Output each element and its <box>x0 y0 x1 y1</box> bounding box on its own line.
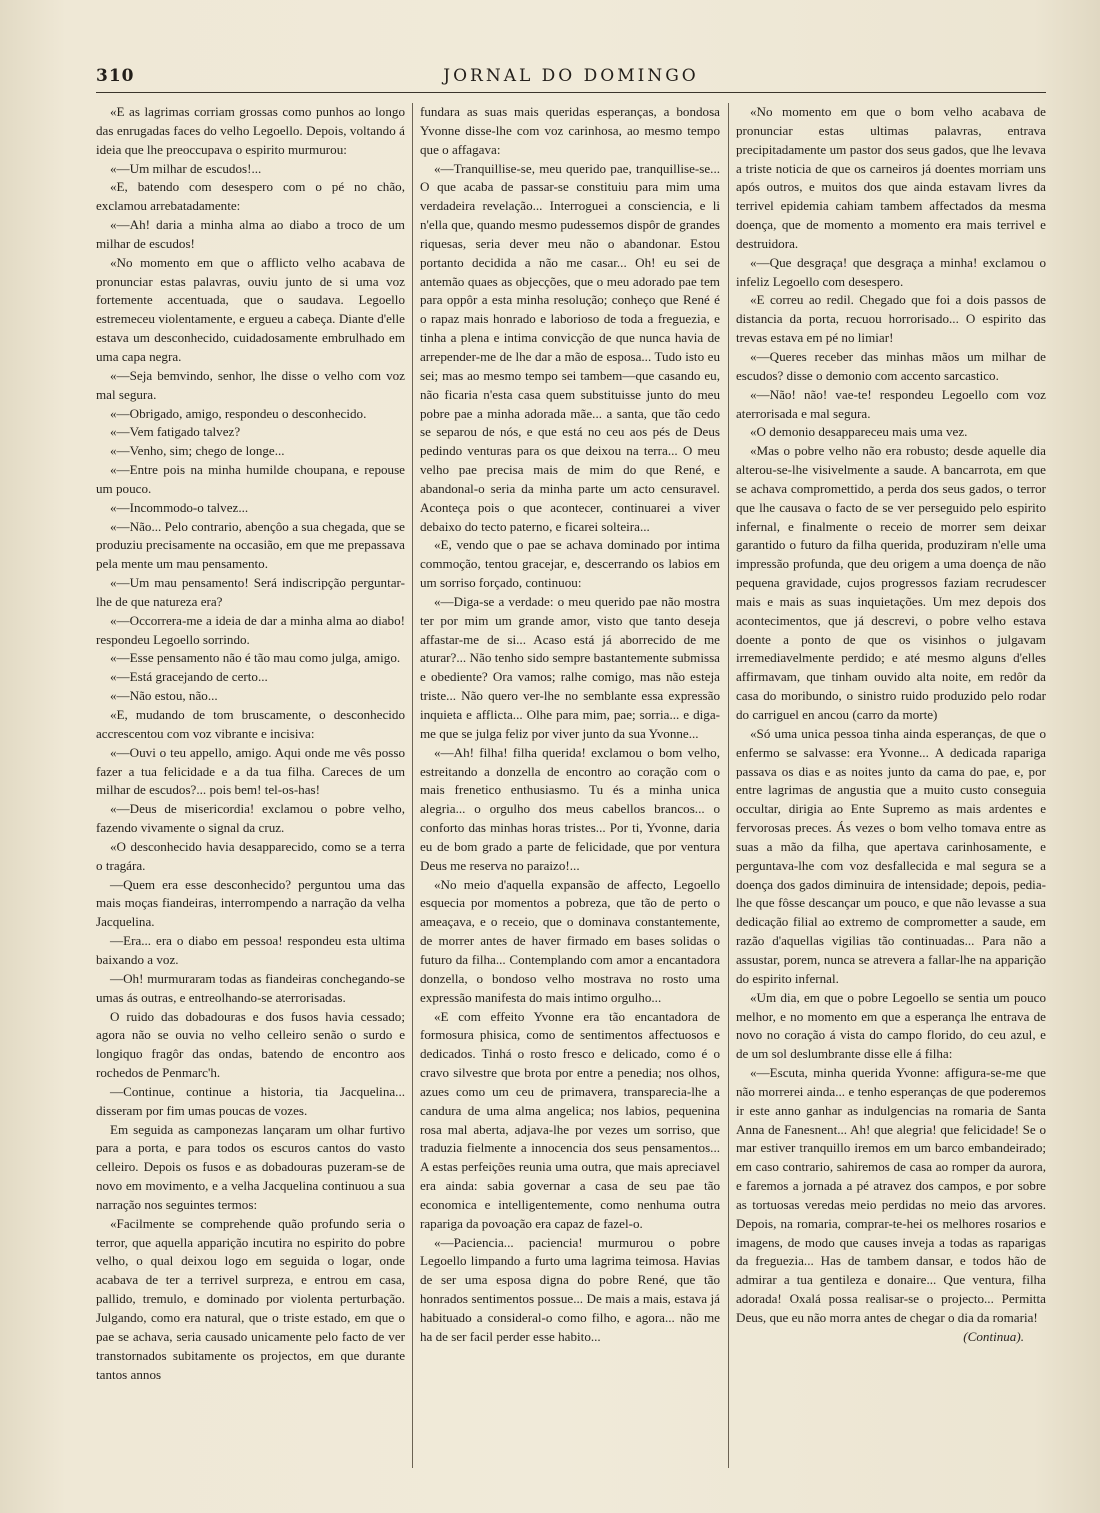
paragraph: «E com effeito Yvonne era tão encantadora de formosura phisica, como de sentimentos affectuosos e dedicados. Tinhá o rosto fresco e delicado, como é o cravo silvestre que brota por entre a penedia; nos olhos, azues como um ceu de primavera, transparecia-lhe a candura de uma alma angelica; nos labios, pequenina rosa mal aberta, adjava-lhe por vezes um sorriso, que traduzia fielmente a innocencia dos seus pensamentos... A estas perfeições reunia uma outra, que mais apreciavel era ainda: sabia governar a casa de seu pae tão economica e intelligentemente, como nenhuma outra rapariga da povoação era capaz de fazel-o. <box>420 1008 720 1231</box>
paragraph: «—Queres receber das minhas mãos um milhar de escudos? disse o demonio com accento sarcastico. <box>736 348 1046 383</box>
paragraph: «O demonio desappareceu mais uma vez. <box>750 424 968 440</box>
column-3 <box>736 103 1046 1483</box>
paragraph: «No meio d'aquella expansão de affecto, Legoello esquecia por momentos a pobreza, que tão de perto o ameaçava, e o receio, que o dominava constantemente, de morrer antes de haver firmado em bases solidas o futuro da filha... Contemplando com amor a encantadora donzella, o bondoso velho mostrava no rosto uma expressão manifesta do mais intimo orgulho... <box>420 876 720 1005</box>
paragraph: «No momento em que o afflicto velho acabava de pronunciar estas palavras, ouviu junto de si uma voz fortemente accentuada, que o saudava. Legoello estremeceu violentamente, e ergueu a cabeça. Diante d'elle estava um desconhecido, cuidadosamente embrulhado em uma capa negra. <box>96 254 405 364</box>
column-2 <box>420 103 720 1483</box>
column-1 <box>96 103 405 1483</box>
paragraph: O ruido das dobadouras e dos fusos havia cessado; agora não se ouvia no velho celleiro senão o surdo e longiquo fragôr das ondas, batendo de encontro aos rochedos de Penmarc'h. <box>96 1008 405 1081</box>
continued-notice: (Continua). <box>963 1328 1024 1344</box>
paragraph: «No momento em que o bom velho acabava de pronunciar estas ultimas palavras, entrava precipitadamente um pastor dos seus gados, que lhe levava a triste noticia de que os carneiros já doentes morriam uns após outros, e muitos dos que ainda estavam livres da terrivel epidemia cahiam tambem affectados da mesma doença, que de momento a momento era mais terrivel e destruidora. <box>736 104 1046 251</box>
paragraph: «—Um milhar de escudos!... <box>110 160 262 176</box>
paragraph: «E as lagrimas corriam grossas como punhos ao longo das enrugadas faces do velho Legoello. Depois, voltando á ideia que lhe preoccupava o espirito murmurou: <box>96 104 405 157</box>
column-rule <box>728 103 729 1468</box>
paragraph: «—Entre pois na minha humilde choupana, e repouse um pouco. <box>96 462 405 496</box>
paragraph: Em seguida as camponezas lançaram um olhar furtivo para a porta, e para todos os escuros cantos do vasto celleiro. Depois os fusos e as dobadouras puzeram-se de novo em movimento, e a velha Jacquelina continuou a sua narração nos seguintes termos: <box>96 1121 405 1212</box>
paragraph: «—Ouvi o teu appello, amigo. Aqui onde me vês posso fazer a tua felicidade e a da tua filha. Careces de um milhar de escudos?... pois bem! tel-os-has! <box>96 744 405 798</box>
paragraph: —Quem era esse desconhecido? perguntou uma das mais moças fiandeiras, interrompendo a narração da velha Jacquelina. <box>96 876 405 930</box>
paragraph: «—Diga-se a verdade: o meu querido pae não mostra ter por mim um grande amor, visto que tanto deseja affastar-me de si... Acaso está já aborrecido de me aturar?... Não tenho sido sempre bastantemente submissa e obediente? Ora vamos; ralhe comigo, mas não esteja triste... Não quero ver-lhe no semblante essa expressão inquieta e afflicta... Olhe para mim, pae; sorria... e diga-me que se julga feliz por viver junto da sua Yvonne... <box>420 593 720 741</box>
paragraph: «—Venho, sim; chego de longe... <box>110 443 285 459</box>
paragraph: «—Incommodo-o talvez... <box>110 499 249 515</box>
paragraph: «—Tranquillise-se, meu querido pae, tranquillise-se... O que acaba de passar-se constituiu para mim uma verdadeira revelação... Interroguei a consciencia, e li n'ella que, quando mesmo pudessemos dispôr de grandes riquesas, seria dever meu não o abandonar. Estou portanto decidida a não me casar... Oh! eu sei de antemão quaes as objecções, que o meu adorado pae tem para oppôr a esta minha resolução; conheço que René é o rapaz mais honrado e laborioso de toda a freguezia, e tinha a plena e intima convicção de que nunca havia de arrepender-me de lhe dar a mão de esposa... Tudo isto eu sei; mas ao mesmo tempo sei tambem—que casando eu, não ficaria n'esta casa quem substituisse junto do meu pobre pae a minha adorada mãe... a santa, que tão cedo se separou de nós, e que está no ceu aos pés de Deus pedindo venturas para os que deixou na terra... O meu velho pae precisa mais de mim do que René, e abandonal-o seria da minha parte um acto censuravel. Aconteça pois o que acontecer, continuarei a viver debaixo do tecto paterno, e ficarei solteira... <box>420 160 720 534</box>
paragraph: «—Não... Pelo contrario, abençôo a sua chegada, que se produziu precisamente na occasião, em que me prepassava pela mente um mau pensamento. <box>96 518 405 572</box>
paragraph: «E correu ao redil. Chegado que foi a dois passos de distancia da porta, recuou horrorisado... O espirito das trevas estava em pé no limiar! <box>736 292 1046 346</box>
journal-title: JORNAL DO DOMINGO <box>443 66 699 86</box>
paragraph: «—Ah! filha! filha querida! exclamou o bom velho, estreitando a donzella de encontro ao coração com o mais frenetico enthusiasmo. Tu és a minha unica alegria... o orgulho dos meus cabellos brancos... o conforto das minhas horas tristes... Por ti, Yvonne, daria eu de bom grado a parte de felicidade, que por ventura Deus me reserva no paraizo!... <box>420 744 720 873</box>
paragraph: «O desconhecido havia desapparecido, como se a terra o tragára. <box>96 838 405 873</box>
paragraph: «—Escuta, minha querida Yvonne: affigura-se-me que não morrerei ainda... e tenho esperanças de que poderemos ir este anno ganhar as indulgencias na romaria de Santa Anna de Fanesnent... Ah! que alegria! que felicidade! Se o mar estiver tranquillo iremos em um barco embandeirado; em caso contrario, sahiremos de casa ao romper da aurora, e faremos a jornada a pé atravez dos campos, e por sobre as tortuosas veredas meio perdidas no meio das arvores. Depois, na romaria, comprar-te-hei os melhores rosarios e imagens, de modo que causes inveja a todas as raparigas da freguezia... Has de tambem dansar, e todos hão de admirar a tua gentileza e donaire... Que ventura, filha adorada! Oxalá possa realisar-se o projecto... Permitta Deus, que eu não morra antes de chegar o dia da romaria! <box>736 1065 1046 1325</box>
paragraph: —Continue, continue a historia, tia Jacquelina... disseram por fim umas poucas de vozes. <box>96 1083 405 1118</box>
paragraph: «—Occorrera-me a ideia de dar a minha alma ao diabo! respondeu Legoello sorrindo. <box>96 612 405 647</box>
paragraph: «—Ah! daria a minha alma ao diabo a troco de um milhar de escudos! <box>96 217 405 251</box>
paragraph: «—Obrigado, amigo, respondeu o desconhecido. <box>110 405 367 421</box>
paragraph: —Era... era o diabo em pessoa! respondeu esta ultima baixando a voz. <box>96 933 405 967</box>
paragraph: «E, vendo que o pae se achava dominado por intima commoção, tentou gracejar, e, descerrando os labios em um sorriso forçado, continuou: <box>420 537 720 591</box>
paragraph: «Um dia, em que o pobre Legoello se sentia um pouco melhor, e no momento em que a esperança lhe entrava de novo no coração á vista do campo florido, do ceu azul, e de um sol deslumbrante disse elle á filha: <box>736 989 1046 1062</box>
paragraph: «—Seja bemvindo, senhor, lhe disse o velho com voz mal segura. <box>96 367 405 402</box>
paragraph: «—Esse pensamento não é tão mau como julga, amigo. <box>110 650 401 666</box>
paragraph: fundara as suas mais queridas esperanças, a bondosa Yvonne disse-lhe com voz carinhosa, ao mesmo tempo que o affagava: <box>420 104 720 157</box>
text-columns <box>96 103 1050 1483</box>
paragraph: «—Que desgraça! que desgraça a minha! exclamou o infeliz Legoello com desespero. <box>736 254 1046 289</box>
paragraph: «—Deus de misericordia! exclamou o pobre velho, fazendo vivamente o signal da cruz. <box>96 801 405 836</box>
page-number: 310 <box>96 66 135 86</box>
paragraph: «—Não! não! vae-te! respondeu Legoello com voz aterrorisada e mal segura. <box>736 386 1046 421</box>
paragraph: «—Vem fatigado talvez? <box>110 424 241 440</box>
paragraph: —Oh! murmuraram todas as fiandeiras conchegando-se umas ás outras, e entreolhando-se aterrorisadas. <box>96 970 405 1005</box>
paragraph: «Facilmente se comprehende quão profundo seria o terror, que aquella apparição incutira no espirito do pobre velho, o qual deixou logo em seguida o logar, onde acabava de ter a terrivel surpreza, e entrou em casa, pallido, tremulo, e dominado por violenta perturbação. Julgando, como era natural, que o triste estado, em que o pae se achava, seria causado unicamente pelo facto de ver transtornados subitamente os projectos, em que durante tantos annos <box>96 1215 405 1382</box>
column-rule <box>412 103 413 1468</box>
paragraph: «—Não estou, não... <box>110 688 218 704</box>
paragraph: «Só uma unica pessoa tinha ainda esperanças, de que o enfermo se salvasse: era Yvonne... A dedicada rapariga passava os dias e as noites junto da cama do pae, e, por entre lagrimas de angustia que a muito custo conseguia occultar, dirigia ao Ente Supremo as mais ardentes e fervorosas preces. Ás vezes o bom velho tomava entre as suas a mão da filha, que apertava carinhosamente, e perguntava-lhe com voz desfallecida e mal segura se a doença dos gados diminuira de intensidade; depois, pedia-lhe que fôsse descançar um pouco, e que não levasse a sua dedicação filial ao extremo de comprometter a saude, em razão d'aquellas vigilias tão continuadas... Para não a assustar, porem, nunca se atrevera a fallar-lhe na apparição do espirito infernal. <box>736 725 1046 986</box>
page-header <box>96 62 1046 93</box>
paragraph: «Mas o pobre velho não era robusto; desde aquelle dia alterou-se-lhe visivelmente a saude. A bancarrota, em que se achava compromettido, a perda dos seus gados, o terror que lhe causava o facto de se ver perseguido pelo espirito infernal, e finalmente o receio de morrer sem deixar garantido o futuro da filha querida, produziram n'elle uma impressão profunda, que deu origem a uma doença de não pequena gravidade, cujos progressos faziam recrudescer mais e mais as suas inquietações. Um mez depois dos acontecimentos, que já descrevi, o pobre velho estava doente a ponto de que os visinhos o julgavam irremediavelmente perdido; e até mesmo alguns d'elles affirmavam, que tinham ouvido alta noite, em redôr da casa do moribundo, o sinistro ruido produzido pelo rodar do carriguel en ancou (carro da morte) <box>736 443 1046 722</box>
paragraph: «E, mudando de tom bruscamente, o desconhecido accrescentou com voz vibrante e incisiva: <box>96 707 405 741</box>
paragraph: «—Paciencia... paciencia! murmurou o pobre Legoello limpando a furto uma lagrima teimosa. Havias de ser uma esposa digna do pobre René, que tão honrados sentimentos possue... De mais a mais, estava já habituado a consideral-o como filho, e agora... não me ha de ser facil perder esse habito... <box>420 1234 720 1344</box>
paragraph: «—Um mau pensamento! Será indiscripção perguntar-lhe de que natureza era? <box>96 575 405 609</box>
paragraph: «E, batendo com desespero com o pé no chão, exclamou arrebatadamente: <box>96 179 405 214</box>
paragraph: «—Está gracejando de certo... <box>110 669 268 685</box>
